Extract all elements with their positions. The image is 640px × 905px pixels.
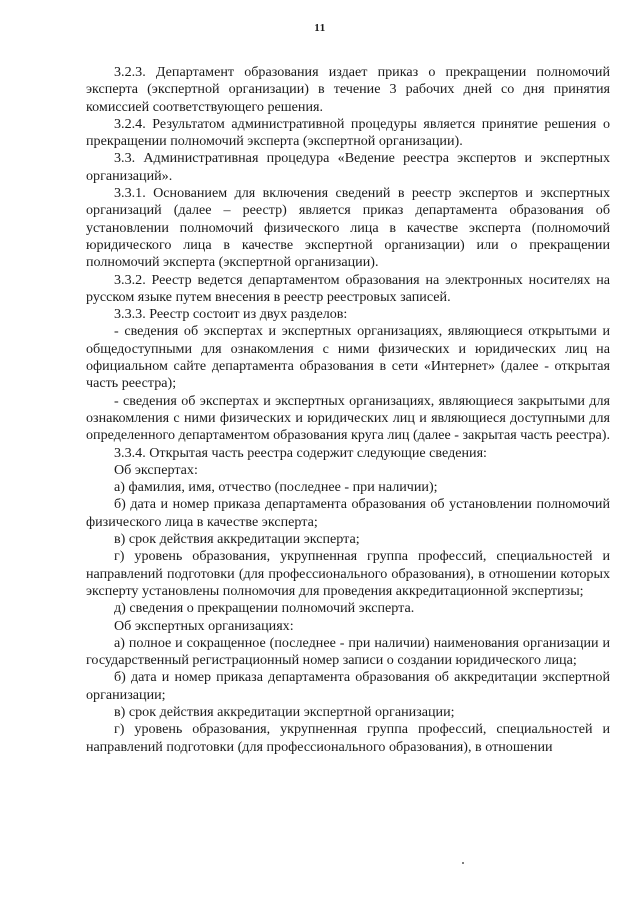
subheading-expert-organizations: Об экспертных организациях: [114,617,294,634]
paragraph-3-3: 3.3. Административная процедура «Ведение реестра экспертов и экспертных организаций». [86,150,610,184]
subheading-experts: Об экспертах: [114,461,198,478]
paragraph-3-3-4: 3.3.4. Открытая часть реестра содержит следующие сведения: [114,444,487,461]
scan-speck [462,862,464,864]
list-item-expert-c: в) срок действия аккредитации эксперта; [114,531,360,548]
list-item-expert-d: г) уровень образования, укрупненная группа профессий, специальностей и направлений подготовки (для профессионального образования), в отношении которых эксперту установлены полномочия для проведения аккредитационной экспертизы; [86,548,610,599]
paragraph-3-3-2: 3.3.2. Реестр ведется департаментом образования на электронных носителях на русском языке путем внесения в реестр реестровых записей. [86,271,610,305]
paragraph-3-3-3: 3.3.3. Реестр состоит из двух разделов: [114,306,348,323]
paragraph-3-3-1: 3.3.1. Основанием для включения сведений в реестр экспертов и экспертных организаций (далее – реестр) является приказ департамента образования об установлении полномочий физического лица в качестве эксперта (полномочий юридического лица в качестве экспертной организации) или о прекращении полномочий эксперта (экспертной организации). [86,185,610,271]
list-item-org-c: в) срок действия аккредитации экспертной организации; [114,703,455,720]
document-body [86,64,610,756]
list-item-closed-part: - сведения об экспертах и экспертных организациях, являющиеся закрытыми для ознакомления с ними физических и юридических лиц и являющиеся доступными для определенного департаментом образования круга лиц (далее - закрытая часть реестра). [86,392,610,444]
list-item-open-part: - сведения об экспертах и экспертных организациях, являющиеся открытыми и общедоступными для ознакомления с ними физических и юридических лиц на официальном сайте департамента образования в сети «Интернет» (далее - открытая часть реестра); [86,323,610,392]
list-item-org-d: г) уровень образования, укрупненная группа профессий, специальностей и направлений подготовки (для профессионального образования), в отношении [86,721,610,755]
paragraph-3-2-3: 3.2.3. Департамент образования издает приказ о прекращении полномочий эксперта (экспертной организации) в течение 3 рабочих дней со дня принятия комиссией соответствующего решения. [86,64,610,115]
list-item-expert-b: б) дата и номер приказа департамента образования об установлении полномочий физического лица в качестве эксперта; [86,496,610,530]
paragraph-3-2-4: 3.2.4. Результатом административной процедуры является принятие решения о прекращении полномочий эксперта (экспертной организации). [86,115,610,150]
list-item-expert-e: д) сведения о прекращении полномочий эксперта. [114,600,415,617]
list-item-org-b: б) дата и номер приказа департамента образования об аккредитации экспертной организации; [86,669,610,703]
list-item-expert-a: а) фамилия, имя, отчество (последнее - при наличии); [114,479,438,496]
list-item-org-a: а) полное и сокращенное (последнее - при наличии) наименования организации и государственный регистрационный номер записи о создании юридического лица; [86,634,610,669]
page-number: 11 [314,22,326,34]
